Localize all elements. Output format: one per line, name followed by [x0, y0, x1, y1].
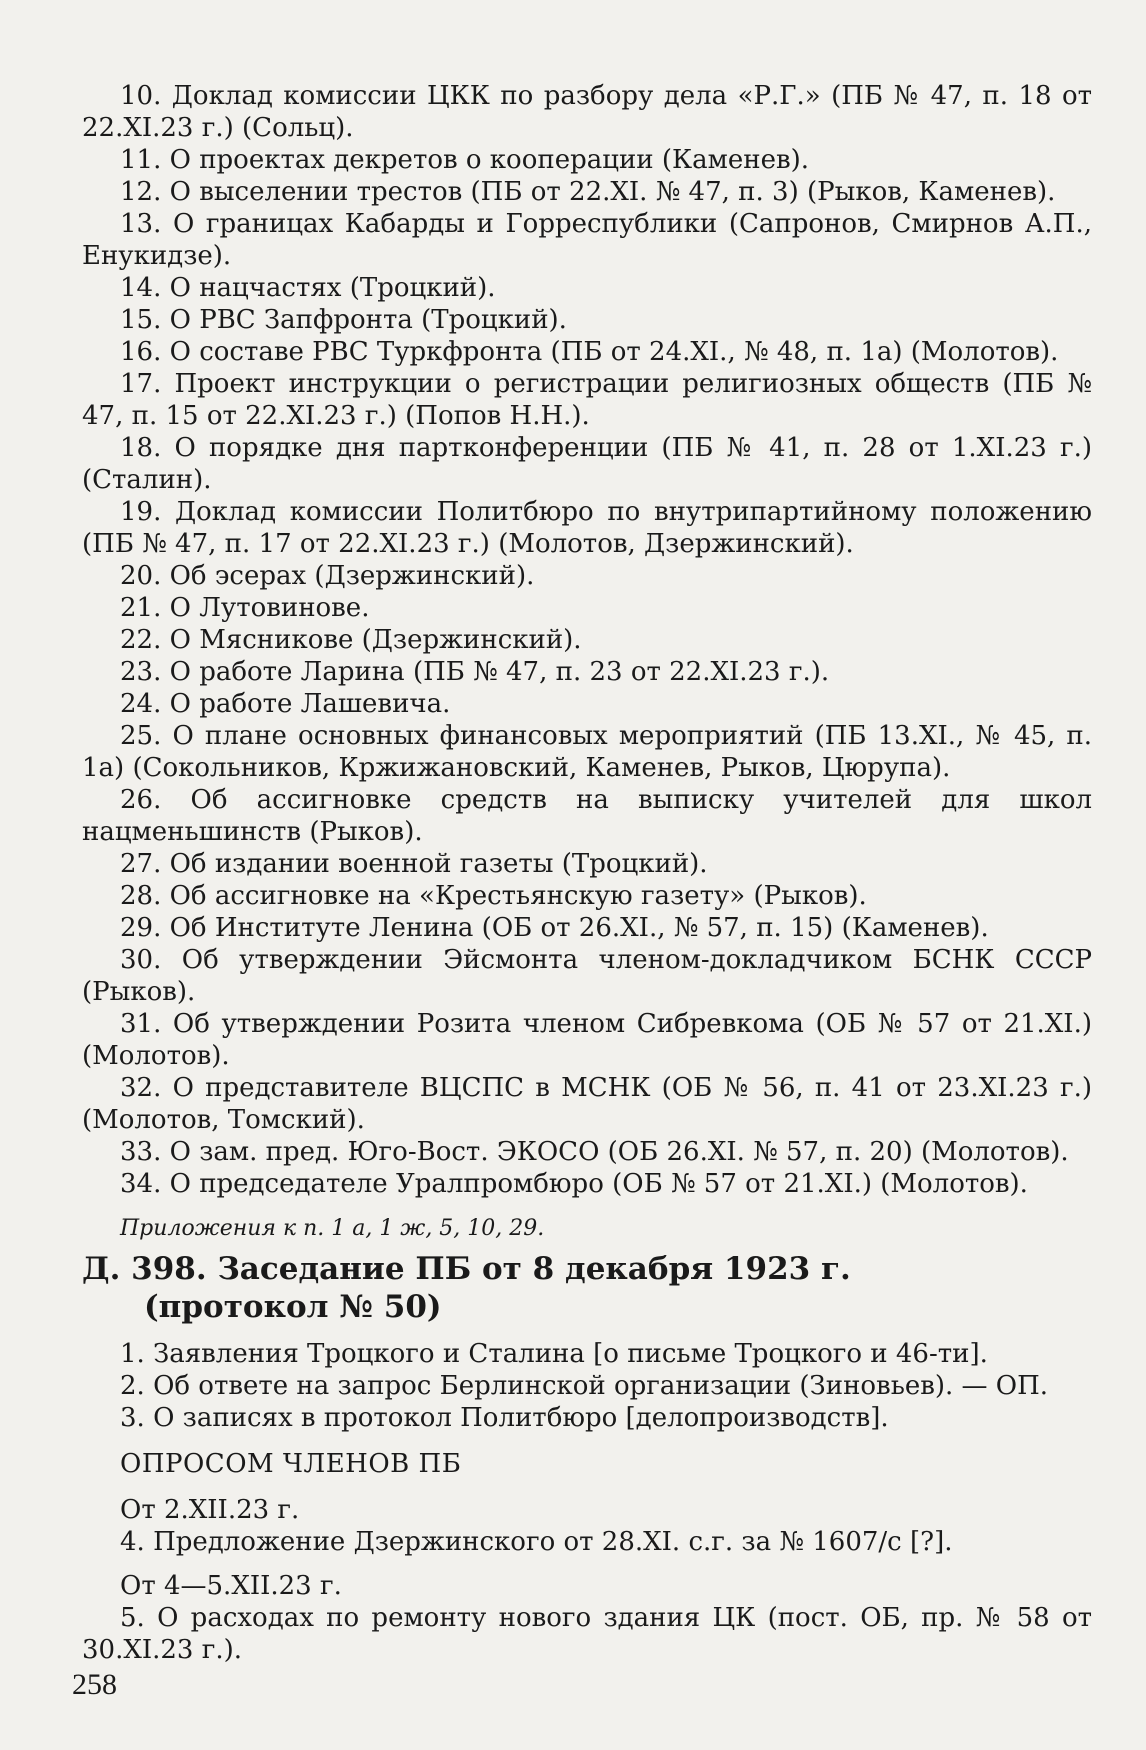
item-text: 28. Об ассигновке на «Крестьянскую газету» (Рыков).: [120, 881, 867, 911]
item-text: 29. Об Институте Ленина (ОБ от 26.XI., № 57, п. 15) (Каменев).: [120, 913, 989, 943]
list-item: [82, 80, 1092, 144]
item-text: 24. О работе Лашевича.: [120, 689, 451, 719]
item-text: 22. О Мясникове (Дзержинский).: [120, 625, 582, 655]
item-text: 4. Предложение Дзержинского от 28.XI. с.г. за № 1607/с [?].: [120, 1527, 953, 1557]
list-item: [82, 176, 1092, 208]
section-list: [82, 1338, 1092, 1666]
item-text: 16. О составе РВС Туркфронта (ПБ от 24.XI., № 48, п. 1а) (Молотов).: [120, 337, 1059, 367]
list-item: [82, 1072, 1092, 1136]
list-item: [82, 880, 1092, 912]
list-item: [82, 272, 1092, 304]
item-text: 5. О расходах по ремонту нового здания ЦК (пост. ОБ, пр. № 58 от 30.XI.23 г.).: [82, 1603, 1092, 1665]
item-text: 32. О представителе ВЦСПС в МСНК (ОБ № 56, п. 41 от 23.XI.23 г.) (Молотов, Томский).: [82, 1073, 1092, 1135]
item-text: 19. Доклад комиссии Политбюро по внутрипартийному положению (ПБ № 47, п. 17 от 22.XI.23 г.) (Молотов, Дзержинский).: [82, 497, 1092, 559]
item-text: 20. Об эсерах (Дзержинский).: [120, 561, 535, 591]
item-text: 18. О порядке дня партконференции (ПБ № 41, п. 28 от 1.XI.23 г.) (Сталин).: [82, 433, 1092, 495]
list-item: [82, 1008, 1092, 1072]
item-text: 21. О Лутовинове.: [120, 593, 370, 623]
poll-heading: ОПРОСОМ ЧЛЕНОВ ПБ: [120, 1449, 462, 1479]
poll-date: От 4—5.XII.23 г.: [120, 1571, 342, 1601]
list-item: [82, 624, 1092, 656]
list-item: [82, 1602, 1092, 1666]
item-text: 30. Об утверждении Эйсмонта членом-докладчиком БСНК СССР (Рыков).: [82, 945, 1092, 1007]
agenda-list: [82, 80, 1092, 1244]
list-item: [82, 688, 1092, 720]
list-item: [82, 1370, 1092, 1402]
list-item: [82, 1168, 1092, 1200]
list-item: [82, 336, 1092, 368]
item-text: 14. О нацчастях (Троцкий).: [120, 273, 496, 303]
list-item: [82, 656, 1092, 688]
list-item: [82, 304, 1092, 336]
list-item: [82, 912, 1092, 944]
item-text: 2. Об ответе на запрос Берлинской организации (Зиновьев). — ОП.: [120, 1371, 1049, 1401]
item-text: 25. О плане основных финансовых мероприятий (ПБ 13.XI., № 45, п. 1а) (Сокольников, Кржижановский, Каменев, Рыков, Цюрупа).: [82, 721, 1092, 783]
item-text: 10. Доклад комиссии ЦКК по разбору дела «Р.Г.» (ПБ № 47, п. 18 от 22.XI.23 г.) (Сольц).: [82, 81, 1092, 143]
item-text: 33. О зам. пред. Юго-Вост. ЭКОСО (ОБ 26.XI. № 57, п. 20) (Молотов).: [120, 1137, 1069, 1167]
list-item: [82, 720, 1092, 784]
list-item: [82, 1526, 1092, 1558]
item-text: 3. О записях в протокол Политбюро [делопроизводств].: [120, 1403, 889, 1433]
item-text: 31. Об утверждении Розита членом Сибревкома (ОБ № 57 от 21.XI.) (Молотов).: [82, 1009, 1092, 1071]
item-text: 17. Проект инструкции о регистрации религиозных обществ (ПБ № 47, п. 15 от 22.XI.23 г.) (Попов Н.Н.).: [82, 369, 1092, 431]
poll-date: От 2.XII.23 г.: [120, 1495, 300, 1525]
section-title-line1: Д. 398. Заседание ПБ от 8 декабря 1923 г.: [82, 1251, 851, 1287]
section-title-line2: (протокол № 50): [144, 1289, 442, 1325]
item-text: 15. О РВС Запфронта (Троцкий).: [120, 305, 567, 335]
list-item: [82, 944, 1092, 1008]
list-item: [82, 784, 1092, 848]
section-heading: [82, 1250, 1092, 1326]
item-text: 11. О проектах декретов о кооперации (Каменев).: [120, 145, 809, 175]
appendix-note: Приложения к п. 1 а, 1 ж, 5, 10, 29.: [120, 1216, 545, 1241]
item-text: 13. О границах Кабарды и Горреспублики (Сапронов, Смирнов А.П., Енукидзе).: [82, 209, 1092, 271]
item-text: 23. О работе Ларина (ПБ № 47, п. 23 от 22.XI.23 г.).: [120, 657, 830, 687]
list-item: [82, 560, 1092, 592]
item-text: 12. О выселении трестов (ПБ от 22.XI. № 47, п. 3) (Рыков, Каменев).: [120, 177, 1056, 207]
page-number: 258: [72, 1668, 117, 1701]
item-text: 26. Об ассигновке средств на выписку учителей для школ нацменьшинств (Рыков).: [82, 785, 1092, 847]
list-item: [82, 848, 1092, 880]
list-item: [82, 496, 1092, 560]
list-item: [82, 1136, 1092, 1168]
item-text: 34. О председателе Уралпромбюро (ОБ № 57 от 21.XI.) (Молотов).: [120, 1169, 1028, 1199]
list-item: [82, 1338, 1092, 1370]
list-item: [82, 208, 1092, 272]
item-text: 1. Заявления Троцкого и Сталина [о письме Троцкого и 46-ти].: [120, 1339, 988, 1369]
list-item: [82, 592, 1092, 624]
list-item: [82, 144, 1092, 176]
list-item: [82, 368, 1092, 432]
list-item: [82, 1402, 1092, 1434]
item-text: 27. Об издании военной газеты (Троцкий).: [120, 849, 708, 879]
list-item: [82, 432, 1092, 496]
